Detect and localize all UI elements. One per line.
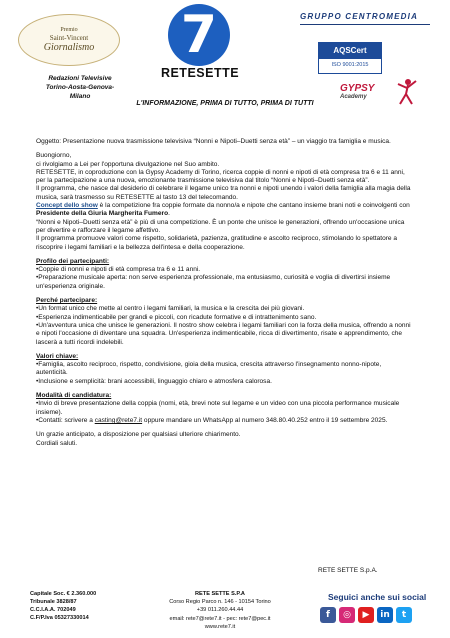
letter-body xyxy=(36,138,414,448)
modalita-contacts: •Contatti: scrivere a casting@rete7.it oppure mandare un WhatsApp al numero 348.80.40.252 entro il 19 settembre 2025. xyxy=(36,416,388,424)
paragraph-5: “Nonni e Nipoti–Duetti senza età” è più di una competizione. È un ponte che unisce le generazioni, offrendo un'occasione unica per divertire e rafforzare il legame affettivo. xyxy=(36,218,405,234)
concept-paragraph: Concept dello show è la competizione fra coppie formate da nonno/a e nipote che cantano insieme brani noti e coinvolgenti con Presidente della Giuria Margherita Fumero. xyxy=(36,202,410,218)
perche-title: Perché partecipare: xyxy=(36,297,98,305)
gruppo-divider xyxy=(300,24,430,25)
signature: RETE SETTE S.p.A. xyxy=(318,567,378,574)
paragraph-1: ci rivolgiamo a Lei per l'opportuna divulgazione nel Suo ambito. xyxy=(36,160,220,168)
paragraph-2: RETESETTE, in coproduzione con la Gypsy Academy di Torino, ricerca coppie di nonni e nipoti di età compresa tra 6 e 11 anni, per la partecipazione a una nuova, emozionante trasmissione televisiva dal titolo “Nonni e Nipoti–Duetti senza età”. xyxy=(36,168,405,185)
perche-item: •Esperienza indimenticabile per grandi e piccoli, con ricadute formative e di intrattenimento sano. xyxy=(36,313,317,321)
facebook-icon[interactable]: f xyxy=(320,607,336,623)
concept-title: Concept dello show xyxy=(36,202,98,210)
company-address: Corso Regio Parco n. 146 - 10154 Torino xyxy=(169,599,271,606)
company-contacts xyxy=(145,590,295,631)
gruppo-title: GRUPPO CENTROMEDIA xyxy=(300,12,419,21)
dancer-icon xyxy=(396,78,418,106)
giuria-president: Presidente della Giuria Margherita Fumero xyxy=(36,210,169,218)
company-phone: +39 011.260.44.44 xyxy=(196,607,244,614)
award-line3: Giornalismo xyxy=(43,42,95,53)
twitter-icon[interactable]: t xyxy=(396,607,412,623)
linkedin-icon[interactable]: in xyxy=(377,607,393,623)
redazioni-cities: Torino-Aosta-Genova-Milano xyxy=(45,84,115,100)
company-name: RETE SETTE S.P.A xyxy=(195,591,245,597)
profilo-item: •Coppie di nonni e nipoti di età compresa tra 6 e 11 anni. xyxy=(36,266,201,274)
cert-badge xyxy=(318,42,382,74)
redazioni-title: Redazioni Televisive xyxy=(48,75,112,82)
oggetto: Oggetto: Presentazione nuova trasmissione televisiva “Nonni e Nipoti–Duetti senza età” – un viaggio tra famiglia e musica. xyxy=(36,138,391,145)
modalita-title: Modalità di candidatura: xyxy=(36,392,112,400)
paragraph-6: Il programma promuove valori come rispetto, solidarietà, pazienza, gratitudine e ascolto reciproco, stimolando lo spettatore a riscoprire i legami familiari e la bellezza dell'intesa e della cooperazione. xyxy=(36,235,397,251)
gypsy-name: GYPSY xyxy=(340,83,375,94)
saluto: Buongiorno, xyxy=(36,152,72,160)
company-email[interactable]: email: rete7@rete7.it - pec: rete7@pec.it xyxy=(169,615,271,622)
instagram-icon[interactable]: ◎ xyxy=(339,607,355,623)
perche-item: •Un'avventura unica che unisce le generazioni. Il nostro show celebra i legami familiari con la forza della musica, offrendo a nonni e nipoti l'occasione di diventare una squadra. Un'esperienza indimenticabile, ricca di divertimento, risate e apprendimento, che lascerà a tutti ricordi indelebili. xyxy=(36,321,411,346)
gypsy-sub: Academy xyxy=(340,94,367,100)
social-icons xyxy=(320,607,412,623)
redazioni-info xyxy=(40,74,120,101)
profilo-item: •Preparazione musicale aperta: non serve esperienza professionale, ma entusiasmo, curiosità e voglia di divertirsi insieme un'esperienza originale. xyxy=(36,274,391,290)
youtube-icon[interactable]: ▶ xyxy=(358,607,374,623)
closing-greeting: Cordiali saluti. xyxy=(36,439,78,447)
closing-line: Un grazie anticipato, a disposizione per qualsiasi ulteriore chiarimento. xyxy=(36,431,241,439)
cert-iso: ISO 9001:2015 xyxy=(331,62,369,68)
valori-title: Valori chiave: xyxy=(36,352,79,360)
company-website[interactable]: www.rete7.it xyxy=(204,623,236,630)
perche-item: •Un format unico che mette al centro i legami familiari, la musica e la crescita dei più giovani. xyxy=(36,305,305,313)
tagline: L'INFORMAZIONE, PRIMA DI TUTTO, PRIMA DI TUTTI xyxy=(136,100,314,107)
paragraph-3: Il programma, che nasce dal desiderio di celebrare il legame unico tra nonni e nipoti unendo i valori della famiglia alla magia della musica, sarà trasmesso su RETESETTE al tasto 13 del telecomando. xyxy=(36,185,411,201)
award-badge xyxy=(18,14,120,66)
award-line1: Premio xyxy=(60,27,78,33)
brand-name: RETESETTE xyxy=(160,66,240,80)
social-title: Seguici anche sui social xyxy=(328,592,427,602)
modalita-item: •Invio di breve presentazione della coppia (nomi, età, brevi note sul legame e un video con una piccola performance musicale insieme). xyxy=(36,400,400,416)
award-line2: Saint-Vincent xyxy=(49,34,89,42)
cert-name: AQSCert xyxy=(319,43,381,59)
casting-email-link[interactable]: casting@rete7.it xyxy=(94,416,143,424)
retesette-logo: 7 xyxy=(168,4,230,66)
company-registration: Capitale Soc. € 2.360.000 Tribunale 3828/87 C.C.I.A.A. 702049 C.F/P.Iva 05327330014 xyxy=(30,591,97,621)
valori-item: •Famiglia, ascolto reciproco, rispetto, condivisione, gioia della musica, crescita attraverso l'insegnamento nonno-nipote, autenticità. xyxy=(36,361,382,377)
profilo-title: Profilo dei partecipanti: xyxy=(36,257,110,265)
valori-item: •Inclusione e semplicità: brani accessibili, linguaggio chiaro e atmosfera calorosa. xyxy=(36,377,272,385)
